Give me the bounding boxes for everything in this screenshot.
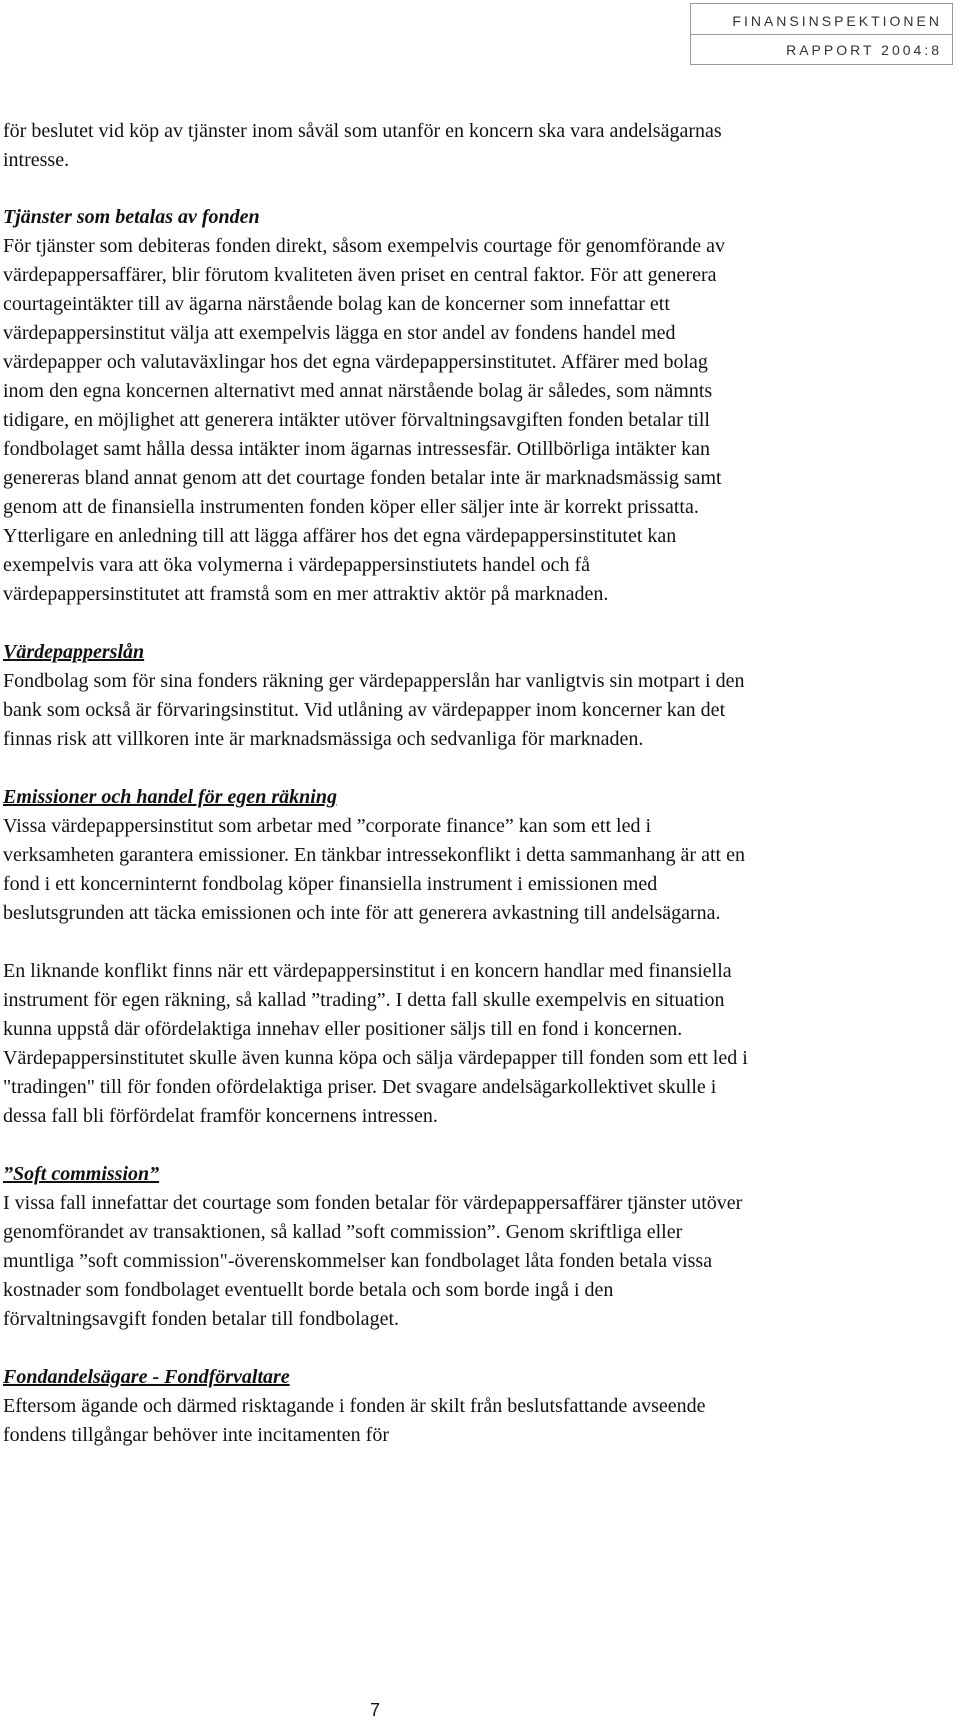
section-heading-soft-commission: ”Soft commission” (3, 1163, 160, 1185)
intro-paragraph: för beslutet vid köp av tjänster inom såväl som utanför en koncern ska vara andelsägarnas intresse. (3, 120, 722, 171)
header-divider (691, 34, 952, 35)
document-body (3, 117, 753, 1450)
agency-name: FINANSINSPEKTIONEN (732, 13, 942, 29)
section-heading-fund-paid-services: Tjänster som betalas av fonden (3, 206, 260, 228)
section-heading-securities-lending: Värdepapperslån (3, 641, 145, 663)
paragraph-soft-commission: I vissa fall innefattar det courtage som fonden betalar för värdepappersaffärer tjänster utöver genomförandet av transaktionen, så kallad ”soft commission”. Genom skriftliga eller muntliga ”soft commission"-överenskommelser kan fondbolaget låta fonden betala vissa kostnader som fondbolaget eventuellt borde betala och som borde ingå i den förvaltningsavgift fonden betalar till fondbolaget. (3, 1192, 743, 1330)
paragraph-securities-lending: Fondbolag som för sina fonders räkning ger värdepapperslån har vanligtvis sin motpart i den bank som också är förvaringsinstitut. Vid utlåning av värdepapper inom koncerner kan det finnas risk att villkoren inte är marknadsmässiga och sedvanliga för marknaden. (3, 670, 745, 750)
paragraph-unitholder-manager: Eftersom ägande och därmed risktagande i fonden är skilt från beslutsfattande avseende fondens tillgångar behöver inte incitamenten för (3, 1395, 706, 1446)
paragraph-trading: En liknande konflikt finns när ett värdepappersinstitut i en koncern handlar med finansiella instrument för egen räkning, så kallad ”trading”. I detta fall skulle exempelvis en situation kunna uppstå där ofördelaktiga innehav eller positioner säljs till en fond i koncernen. Värdepappersinstitutet skulle även kunna köpa och sälja värdepapper till fonden som ett led i "tradingen" till för fonden ofördelaktiga priser. Det svagare andelsägarkollektivet skulle i dessa fall bli förfördelat framför koncernens intressen. (3, 960, 748, 1127)
report-header-box (690, 3, 953, 65)
section-heading-issues-and-trading: Emissioner och handel för egen räkning (3, 786, 337, 808)
page-number: 7 (370, 1700, 381, 1720)
section-heading-unitholder-manager: Fondandelsägare - Fondförvaltare (3, 1366, 290, 1388)
report-number: RAPPORT 2004:8 (786, 42, 942, 58)
paragraph-issues: Vissa värdepappersinstitut som arbetar med ”corporate finance” kan som ett led i verksamheten garantera emissioner. En tänkbar intressekonflikt i detta sammanhang är att en fond i ett koncerninternt fondbolag köper finansiella instrument i emissionen med beslutsgrunden att täcka emissionen och inte för att generera avkastning till andelsägarna. (3, 815, 745, 924)
paragraph-fund-paid-services: För tjänster som debiteras fonden direkt, såsom exempelvis courtage för genomförande av värdepappersaffärer, blir förutom kvaliteten även priset en central faktor. För att generera courtageintäkter till av ägarna närstående bolag kan de koncerner som innefattar ett värdepappersinstitut välja att exempelvis lägga en stor andel av fondens handel med värdepapper och valutaväxlingar hos det egna värdepappersinstitutet. Affärer med bolag inom den egna koncernen alternativt med annat närstående bolag är således, som nämnts tidigare, en möjlighet att generera intäkter utöver förvaltningsavgiften fonden betalar till fondbolaget samt hålla dessa intäkter inom ägarnas intressesfär. Otillbörliga intäkter kan genereras bland annat genom att det courtage fonden betalar inte är marknadsmässig samt genom att de finansiella instrumenten fonden köper eller säljer inte är korrekt prissatta. Ytterligare en anledning till att lägga affärer hos det egna värdepappersinstitutet kan exempelvis vara att öka volymerna i värdepappersinstiutets handel och få värdepappersinstitutet att framstå som en mer attraktiv aktör på marknaden. (3, 235, 726, 605)
